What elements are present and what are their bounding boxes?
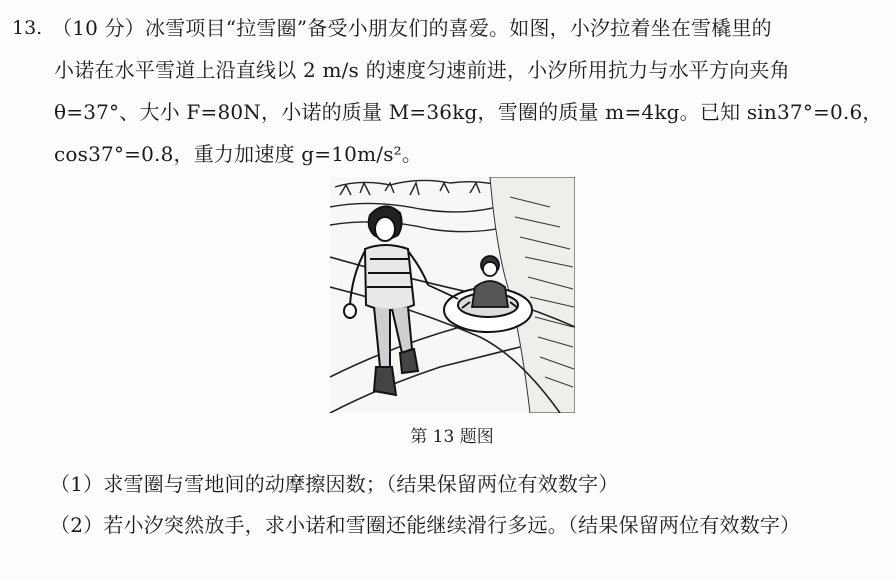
question-line-2: 小诺在水平雪道上沿直线以 2 m/s 的速度匀速前进，小汐所用抗力与水平方向夹角: [54, 58, 790, 82]
sub-question-1: （1）求雪圈与雪地间的动摩擦因数；（结果保留两位有效数字）: [50, 472, 619, 496]
figure-caption: 第 13 题图: [410, 427, 494, 447]
snow-tube-illustration: [330, 177, 575, 413]
question-number: 13.: [12, 17, 43, 39]
sub-question-2: （2）若小汐突然放手，求小诺和雪圈还能继续滑行多远。（结果保留两位有效数字）: [50, 513, 801, 537]
question-line-4: cos37°=0.8，重力加速度 g=10m/s²。: [54, 142, 423, 166]
question-line-1: （10 分）冰雪项目“拉雪圈”备受小朋友们的喜爱。如图，小汐拉着坐在雪橇里的: [52, 16, 772, 40]
question-line-3: θ=37°、大小 F=80N，小诺的质量 M=36kg，雪圈的质量 m=4kg。已知 sin37°=0.6，: [54, 100, 883, 124]
